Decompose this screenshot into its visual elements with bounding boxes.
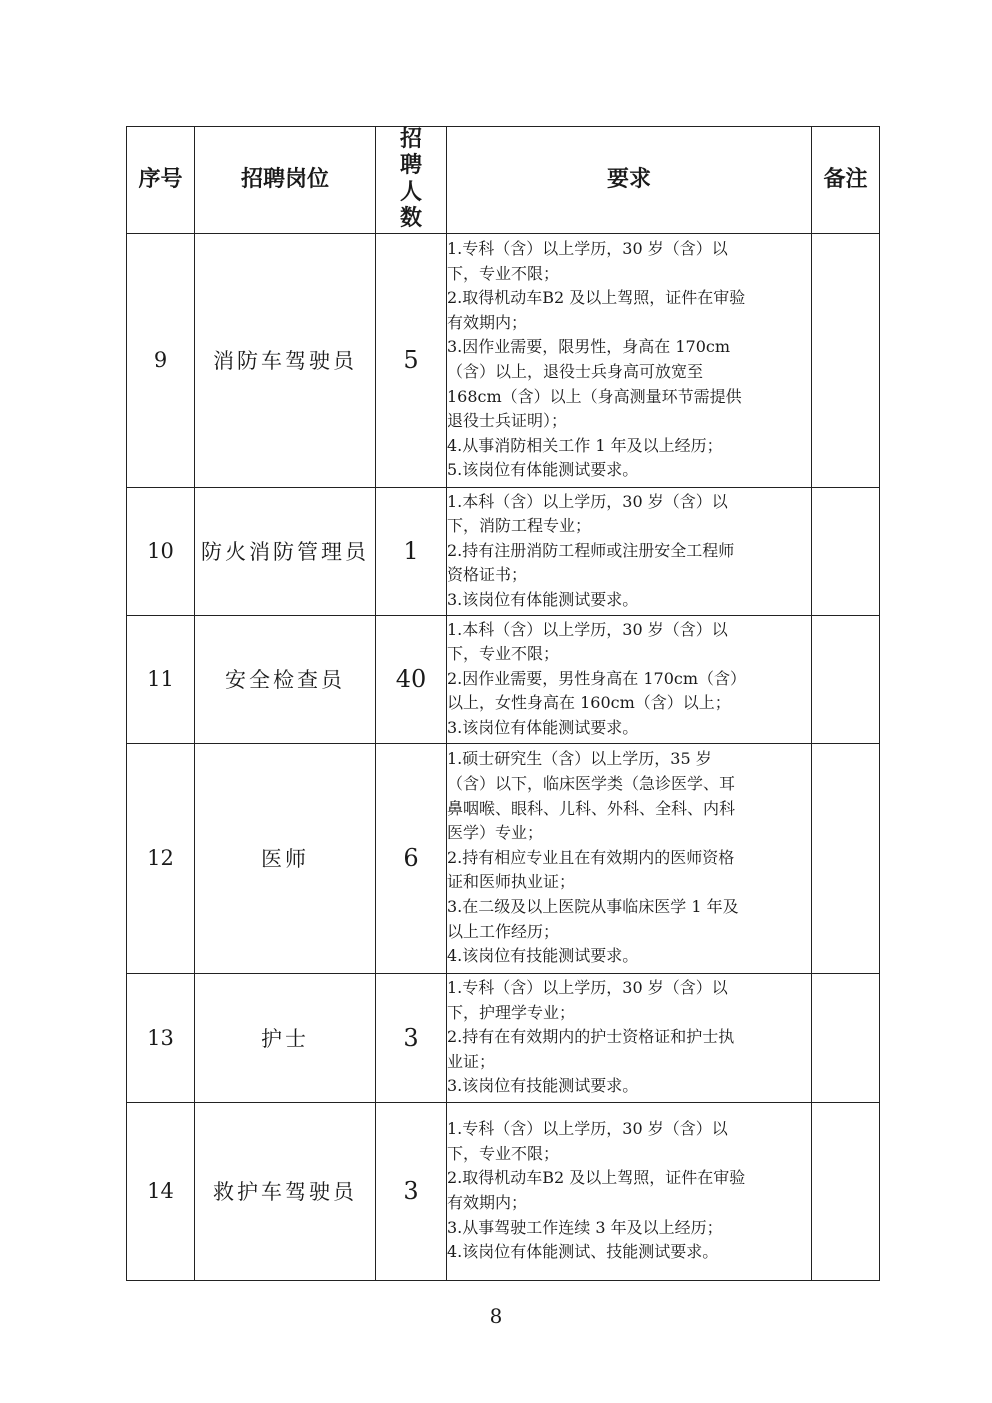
position-name: 护士 (195, 973, 376, 1102)
requirement-line: 2.取得机动车B2 及以上驾照，证件在审验 (447, 288, 746, 308)
position-name: 防火消防管理员 (195, 487, 376, 615)
requirement-line: （含）以下，临床医学类（急诊医学、耳 (447, 773, 736, 793)
position-name: 消防车驾驶员 (195, 233, 376, 487)
requirement-line: 3.该岗位有体能测试要求。 (447, 717, 639, 737)
remarks-cell (812, 487, 880, 615)
position-name: 安全检查员 (195, 615, 376, 743)
hire-count: 6 (376, 743, 447, 973)
row-number: 10 (127, 487, 195, 615)
requirement-line: （含）以上，退役士兵身高可放宽至 (447, 362, 704, 382)
requirement-line: 以上工作经历； (447, 921, 560, 941)
remarks-cell (812, 1102, 880, 1280)
hire-count: 3 (376, 973, 447, 1102)
requirement-line: 2.持有在有效期内的护士资格证和护士执 (447, 1027, 735, 1047)
requirement-line: 1.专科（含）以上学历，30 岁（含）以 (447, 239, 728, 259)
requirement-line: 1.本科（含）以上学历，30 岁（含）以 (447, 619, 728, 639)
table-row (127, 1102, 880, 1280)
remarks-cell (812, 615, 880, 743)
position-name: 救护车驾驶员 (195, 1102, 376, 1280)
requirement-line: 1.本科（含）以上学历，30 岁（含）以 (447, 491, 728, 511)
table-row (127, 487, 880, 615)
table-row (127, 233, 880, 487)
header-requirements: 要求 (447, 127, 812, 234)
remarks-cell (812, 743, 880, 973)
requirements-cell (447, 1102, 812, 1280)
requirement-line: 3.该岗位有技能测试要求。 (447, 1076, 639, 1096)
header-count: 招聘人数 (376, 127, 447, 234)
requirement-line: 业证； (447, 1051, 496, 1071)
requirement-line: 168cm（含）以上（身高测量环节需提供 (447, 386, 742, 406)
table-row (127, 973, 880, 1102)
requirement-line: 1.专科（含）以上学历，30 岁（含）以 (447, 1119, 728, 1139)
table-row (127, 743, 880, 973)
requirement-line: 4.该岗位有技能测试要求。 (447, 946, 639, 966)
requirements-cell (447, 487, 812, 615)
requirement-line: 鼻咽喉、眼科、儿科、外科、全科、内科 (447, 798, 736, 818)
requirement-line: 有效期内； (447, 1193, 528, 1213)
position-name: 医师 (195, 743, 376, 973)
requirement-line: 2.取得机动车B2 及以上驾照，证件在审验 (447, 1168, 746, 1188)
header-row (127, 127, 880, 234)
hire-count: 5 (376, 233, 447, 487)
table-row (127, 615, 880, 743)
requirement-line: 3.在二级及以上医院从事临床医学 1 年及 (447, 896, 739, 916)
requirement-line: 资格证书； (447, 565, 528, 585)
requirement-line: 3.从事驾驶工作连续 3 年及以上经历； (447, 1217, 723, 1237)
requirement-line: 下，专业不限； (447, 263, 560, 283)
header-no: 序号 (127, 127, 195, 234)
requirement-line: 医学）专业； (447, 823, 544, 843)
requirement-line: 1.硕士研究生（含）以上学历，35 岁 (447, 749, 712, 769)
row-number: 11 (127, 615, 195, 743)
requirements-cell (447, 233, 812, 487)
requirement-line: 下，专业不限； (447, 644, 560, 664)
requirement-line: 2.持有相应专业且在有效期内的医师资格 (447, 847, 735, 867)
header-remarks: 备注 (812, 127, 880, 234)
requirement-line: 5.该岗位有体能测试要求。 (447, 460, 639, 480)
requirement-line: 下，专业不限； (447, 1143, 560, 1163)
page-number: 8 (489, 1304, 503, 1328)
requirement-line: 2.因作业需要，男性身高在 170cm（含） (447, 668, 747, 688)
row-number: 9 (127, 233, 195, 487)
remarks-cell (812, 973, 880, 1102)
row-number: 14 (127, 1102, 195, 1280)
requirement-line: 4.从事消防相关工作 1 年及以上经历； (447, 435, 723, 455)
header-position: 招聘岗位 (195, 127, 376, 234)
requirement-line: 有效期内； (447, 312, 528, 332)
remarks-cell (812, 233, 880, 487)
requirements-cell (447, 615, 812, 743)
requirement-line: 3.该岗位有体能测试要求。 (447, 589, 639, 609)
requirement-line: 以上，女性身高在 160cm（含）以上； (447, 693, 731, 713)
row-number: 12 (127, 743, 195, 973)
hire-count: 40 (376, 615, 447, 743)
requirements-cell (447, 743, 812, 973)
requirement-line: 退役士兵证明）； (447, 411, 568, 431)
hire-count: 3 (376, 1102, 447, 1280)
row-number: 13 (127, 973, 195, 1102)
requirements-cell (447, 973, 812, 1102)
hire-count: 1 (376, 487, 447, 615)
requirement-line: 下，护理学专业； (447, 1002, 576, 1022)
recruitment-table (126, 126, 880, 1281)
requirement-line: 2.持有注册消防工程师或注册安全工程师 (447, 540, 735, 560)
requirement-line: 下，消防工程专业； (447, 516, 592, 536)
requirement-line: 1.专科（含）以上学历，30 岁（含）以 (447, 978, 728, 998)
requirement-line: 证和医师执业证； (447, 872, 576, 892)
requirement-line: 3.因作业需要，限男性，身高在 170cm (447, 337, 731, 357)
requirement-line: 4.该岗位有体能测试、技能测试要求。 (447, 1242, 719, 1262)
